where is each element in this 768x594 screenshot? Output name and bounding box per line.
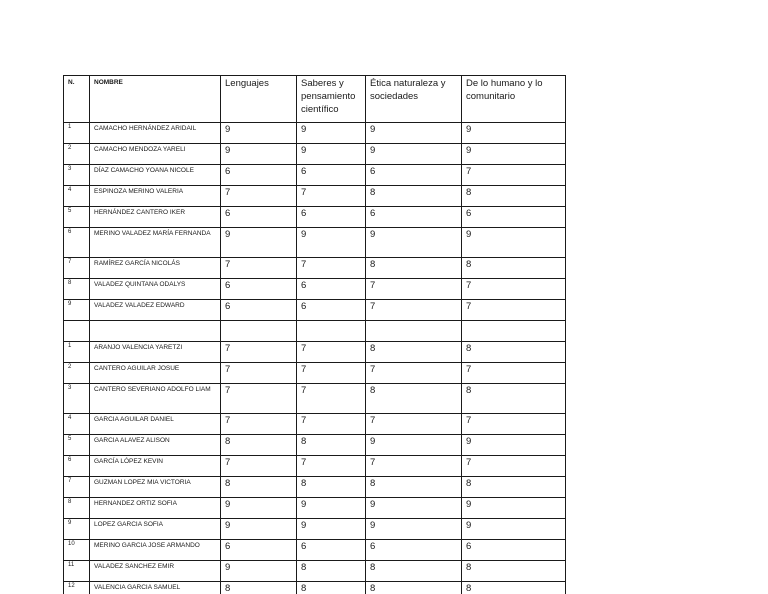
- table-row: [64, 258, 566, 279]
- header-number: N.: [64, 76, 90, 123]
- grade-saberes: 7: [297, 456, 366, 477]
- grade-saberes: 7: [297, 186, 366, 207]
- table-row: [64, 342, 566, 363]
- grade-etica: 8: [366, 258, 462, 279]
- grade-saberes: 9: [297, 123, 366, 144]
- header-saberes: Saberes y pensamiento científico: [297, 76, 366, 123]
- grade-lenguajes: 9: [221, 498, 297, 519]
- table-row: [64, 144, 566, 165]
- grade-humano: 8: [462, 342, 566, 363]
- empty-cell: [221, 321, 297, 342]
- row-number: 12: [64, 582, 90, 594]
- student-name: MERINO GARCIA JOSE ARMANDO: [90, 540, 221, 561]
- student-name: MERINO VALADEZ MARÍA FERNANDA: [90, 228, 221, 258]
- grade-lenguajes: 6: [221, 207, 297, 228]
- row-number: 5: [64, 435, 90, 456]
- grade-etica: 8: [366, 477, 462, 498]
- grade-lenguajes: 7: [221, 456, 297, 477]
- row-number: 6: [64, 456, 90, 477]
- grade-saberes: 7: [297, 363, 366, 384]
- grade-etica: 8: [366, 384, 462, 414]
- grade-saberes: 9: [297, 519, 366, 540]
- grade-humano: 8: [462, 384, 566, 414]
- table-row: [64, 279, 566, 300]
- grade-humano: 9: [462, 144, 566, 165]
- row-number: 7: [64, 477, 90, 498]
- grade-lenguajes: 8: [221, 582, 297, 594]
- grade-lenguajes: 9: [221, 519, 297, 540]
- student-name: ESPINOZA MERINO VALERIA: [90, 186, 221, 207]
- grade-etica: 8: [366, 561, 462, 582]
- header-humano: De lo humano y lo comunitario: [462, 76, 566, 123]
- grade-lenguajes: 9: [221, 561, 297, 582]
- student-name: DÍAZ CAMACHO YOANA NICOLE: [90, 165, 221, 186]
- table-row: [64, 228, 566, 258]
- row-number: 9: [64, 300, 90, 321]
- table-row: [64, 519, 566, 540]
- table-row: [64, 207, 566, 228]
- grade-lenguajes: 8: [221, 477, 297, 498]
- grade-lenguajes: 9: [221, 144, 297, 165]
- grade-saberes: 6: [297, 540, 366, 561]
- grade-lenguajes: 9: [221, 123, 297, 144]
- grade-lenguajes: 7: [221, 384, 297, 414]
- table-row: [64, 498, 566, 519]
- student-name: CAMACHO HERNÁNDEZ ARIDAIL: [90, 123, 221, 144]
- grade-lenguajes: 7: [221, 363, 297, 384]
- grade-etica: 6: [366, 207, 462, 228]
- student-name: HERNÁNDEZ CANTERO IKER: [90, 207, 221, 228]
- grade-saberes: 7: [297, 258, 366, 279]
- student-name: CANTERO AGUILAR JOSUE: [90, 363, 221, 384]
- grades-table: [63, 75, 566, 594]
- student-name: VALADEZ VALADEZ EDWARD: [90, 300, 221, 321]
- grade-humano: 9: [462, 498, 566, 519]
- table-row: [64, 363, 566, 384]
- header-row: [64, 76, 566, 123]
- grade-humano: 9: [462, 123, 566, 144]
- header-etica: Ética naturaleza y sociedades: [366, 76, 462, 123]
- row-number: 11: [64, 561, 90, 582]
- header-lenguajes: Lenguajes: [221, 76, 297, 123]
- row-number: 1: [64, 123, 90, 144]
- grade-etica: 9: [366, 144, 462, 165]
- student-name: VALADEZ SANCHEZ EMIR: [90, 561, 221, 582]
- row-number: 3: [64, 384, 90, 414]
- row-number: 4: [64, 186, 90, 207]
- grade-humano: 6: [462, 207, 566, 228]
- student-name: VALADEZ QUINTANA ODALYS: [90, 279, 221, 300]
- row-number: 1: [64, 342, 90, 363]
- grade-etica: 7: [366, 414, 462, 435]
- table-row: [64, 435, 566, 456]
- table-row: [64, 300, 566, 321]
- student-name: HERNANDEZ ORTIZ SOFIA: [90, 498, 221, 519]
- row-number: 10: [64, 540, 90, 561]
- grade-lenguajes: 6: [221, 279, 297, 300]
- grade-humano: 8: [462, 582, 566, 594]
- grade-etica: 9: [366, 228, 462, 258]
- grade-lenguajes: 6: [221, 165, 297, 186]
- grade-saberes: 9: [297, 144, 366, 165]
- row-number: 6: [64, 228, 90, 258]
- grade-saberes: 6: [297, 300, 366, 321]
- grade-saberes: 6: [297, 279, 366, 300]
- grade-etica: 8: [366, 582, 462, 594]
- student-name: GUZMAN LOPEZ MIA VICTORIA: [90, 477, 221, 498]
- grade-humano: 6: [462, 540, 566, 561]
- student-name: CANTERO SEVERIANO ADOLFO LIAM: [90, 384, 221, 414]
- grade-humano: 9: [462, 519, 566, 540]
- grade-saberes: 8: [297, 561, 366, 582]
- student-name: GARCÍA LÓPEZ KEVIN: [90, 456, 221, 477]
- grade-lenguajes: 9: [221, 228, 297, 258]
- table-row: [64, 456, 566, 477]
- table-row: [64, 123, 566, 144]
- grade-etica: 7: [366, 300, 462, 321]
- grade-etica: 7: [366, 363, 462, 384]
- grade-etica: 8: [366, 186, 462, 207]
- empty-cell: [297, 321, 366, 342]
- row-number: 7: [64, 258, 90, 279]
- separator-row: [64, 321, 566, 342]
- grade-etica: 9: [366, 519, 462, 540]
- table-row: [64, 540, 566, 561]
- table-row: [64, 165, 566, 186]
- grade-saberes: 6: [297, 165, 366, 186]
- grade-etica: 6: [366, 540, 462, 561]
- table-row: [64, 477, 566, 498]
- grade-etica: 9: [366, 498, 462, 519]
- grade-humano: 7: [462, 279, 566, 300]
- row-number: 2: [64, 363, 90, 384]
- grade-lenguajes: 7: [221, 258, 297, 279]
- row-number: 3: [64, 165, 90, 186]
- student-name: GARCIA AGUILAR DANIEL: [90, 414, 221, 435]
- grade-humano: 7: [462, 165, 566, 186]
- grade-saberes: 7: [297, 342, 366, 363]
- grade-saberes: 7: [297, 414, 366, 435]
- grade-saberes: 8: [297, 582, 366, 594]
- row-number: 4: [64, 414, 90, 435]
- grade-saberes: 9: [297, 498, 366, 519]
- grade-humano: 9: [462, 435, 566, 456]
- student-name: VALENCIA GARCIA SAMUEL: [90, 582, 221, 594]
- grade-saberes: 8: [297, 477, 366, 498]
- student-name: GARCIA ALAVEZ ALISON: [90, 435, 221, 456]
- grade-humano: 9: [462, 228, 566, 258]
- grade-humano: 7: [462, 456, 566, 477]
- grade-etica: 7: [366, 279, 462, 300]
- grade-etica: 9: [366, 123, 462, 144]
- empty-cell: [366, 321, 462, 342]
- student-name: CAMACHO MENDOZA YARELI: [90, 144, 221, 165]
- grade-etica: 7: [366, 456, 462, 477]
- empty-cell: [90, 321, 221, 342]
- table-row: [64, 582, 566, 594]
- grade-lenguajes: 6: [221, 540, 297, 561]
- grade-humano: 7: [462, 300, 566, 321]
- header-name: NOMBRE: [90, 76, 221, 123]
- grade-humano: 8: [462, 186, 566, 207]
- grade-etica: 8: [366, 342, 462, 363]
- grade-lenguajes: 7: [221, 186, 297, 207]
- table-row: [64, 414, 566, 435]
- row-number: 9: [64, 519, 90, 540]
- table-row: [64, 384, 566, 414]
- grade-etica: 6: [366, 165, 462, 186]
- table-row: [64, 561, 566, 582]
- student-name: LOPEZ GARCIA SOFIA: [90, 519, 221, 540]
- table-row: [64, 186, 566, 207]
- grade-humano: 8: [462, 258, 566, 279]
- row-number: 8: [64, 279, 90, 300]
- grade-saberes: 6: [297, 207, 366, 228]
- grade-saberes: 8: [297, 435, 366, 456]
- student-name: RAMÍREZ GARCÍA NICOLÁS: [90, 258, 221, 279]
- grade-humano: 8: [462, 477, 566, 498]
- grade-humano: 7: [462, 363, 566, 384]
- grade-saberes: 9: [297, 228, 366, 258]
- row-number: 5: [64, 207, 90, 228]
- grade-lenguajes: 7: [221, 342, 297, 363]
- grade-saberes: 7: [297, 384, 366, 414]
- grade-humano: 7: [462, 414, 566, 435]
- empty-cell: [64, 321, 90, 342]
- row-number: 8: [64, 498, 90, 519]
- grade-lenguajes: 6: [221, 300, 297, 321]
- grade-etica: 9: [366, 435, 462, 456]
- grade-lenguajes: 8: [221, 435, 297, 456]
- grade-lenguajes: 7: [221, 414, 297, 435]
- row-number: 2: [64, 144, 90, 165]
- grade-humano: 8: [462, 561, 566, 582]
- empty-cell: [462, 321, 566, 342]
- student-name: ARANJO VALENCIA YARETZI: [90, 342, 221, 363]
